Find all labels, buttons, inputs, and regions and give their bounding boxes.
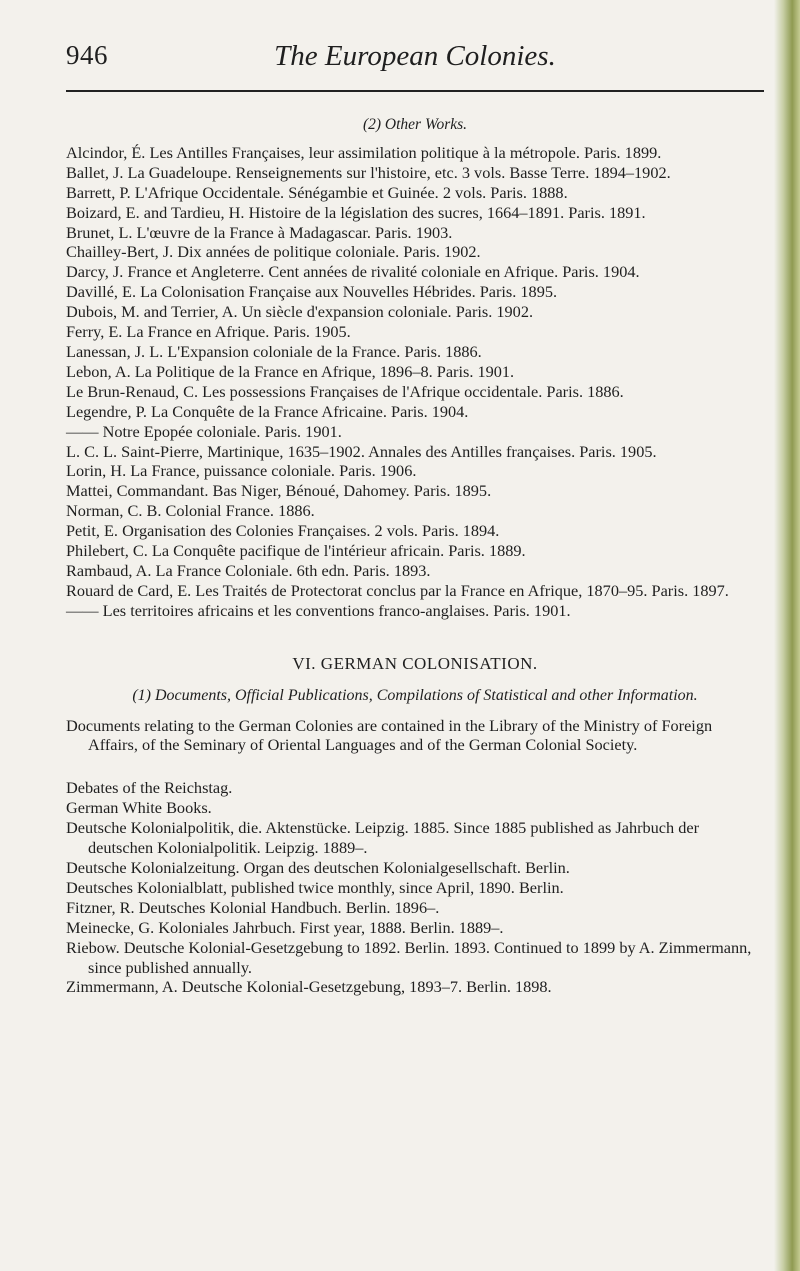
bibliography-entry: Lorin, H. La France, puissance coloniale. Paris. 1906. [66,461,417,481]
running-title: The European Colonies. [274,40,556,72]
bibliography-entry: Fitzner, R. Deutsches Kolonial Handbuch. Berlin. 1896–. [66,897,440,917]
intro-paragraph: Documents relating to the German Colonies are contained in the Library of the Ministry of Foreign Affairs, of the Seminary of Oriental Languages and of the German Colonial Society. [66,715,713,755]
bibliography-entry: German White Books. [66,798,212,818]
bibliography-entry: Le Brun-Renaud, C. Les possessions Françaises de l'Afrique occidentale. Paris. 1886. [66,381,624,401]
bibliography-entry: Ballet, J. La Guadeloupe. Renseignements sur l'histoire, etc. 3 vols. Basse Terre. 1894–1902. [66,162,671,182]
bibliography-entry: Mattei, Commandant. Bas Niger, Bénoué, Dahomey. Paris. 1895. [66,481,492,501]
bibliography-entry: —— Notre Epopée coloniale. Paris. 1901. [66,421,342,441]
bibliography-entry: Riebow. Deutsche Kolonial-Gesetzgebung to 1892. Berlin. 1893. Continued to 1899 by A. Zimmermann, since published annually. [66,937,752,977]
bibliography-entry: Legendre, P. La Conquête de la France Africaine. Paris. 1904. [66,401,469,421]
bibliography-entry: Darcy, J. France et Angleterre. Cent années de rivalité coloniale en Afrique. Paris. 1904. [66,262,640,282]
bibliography-entry: Barrett, P. L'Afrique Occidentale. Sénégambie et Guinée. 2 vols. Paris. 1888. [66,182,568,202]
bibliography-entry: Dubois, M. and Terrier, A. Un siècle d'expansion coloniale. Paris. 1902. [66,302,534,322]
bibliography-entry: Ferry, E. La France en Afrique. Paris. 1905. [66,322,351,342]
documents-subheading: (1) Documents, Official Publications, Compilations of Statistical and other Information. [132,686,698,704]
page-body [66,115,764,997]
page-edge-shadow [774,0,800,1271]
bibliography-entry: Davillé, E. La Colonisation Française aux Nouvelles Hébrides. Paris. 1895. [66,282,558,302]
bibliography-entry: Norman, C. B. Colonial France. 1886. [66,501,315,521]
bibliography-entry: L. C. L. Saint-Pierre, Martinique, 1635–1902. Annales des Antilles françaises. Paris. 1905. [66,441,657,461]
other-works-heading: (2) Other Works. [362,116,468,133]
bibliography-entry: Deutsche Kolonialpolitik, die. Aktenstücke. Leipzig. 1885. Since 1885 published as Jahrbuch der deutschen Kolonialpolitik. Leipzig. 1889–. [66,818,700,858]
bibliography-entry: Alcindor, É. Les Antilles Françaises, leur assimilation politique à la métropole. Paris. 1899. [66,142,662,162]
bibliography-entry: Meinecke, G. Koloniales Jahrbuch. First year, 1888. Berlin. 1889–. [66,917,504,937]
bibliography-entry: Deutsche Kolonialzeitung. Organ des deutschen Kolonialgesellschaft. Berlin. [66,858,570,877]
page-number: 946 [66,40,108,70]
bibliography-entry: Boizard, E. and Tardieu, H. Histoire de la législation des sucres, 1664–1891. Paris. 1891. [66,202,646,222]
bibliography-entry: Lanessan, J. L. L'Expansion coloniale de la France. Paris. 1886. [66,341,482,361]
bibliography-entry: Chailley-Bert, J. Dix années de politique coloniale. Paris. 1902. [66,242,481,262]
bibliography-entry: —— Les territoires africains et les conventions franco-anglaises. Paris. 1901. [66,600,571,620]
bibliography-entry: Lebon, A. La Politique de la France en Afrique, 1896–8. Paris. 1901. [66,361,515,381]
bibliography-entry: Rouard de Card, E. Les Traités de Protectorat conclus par la France en Afrique, 1870–95. Paris. 1897. [66,580,729,600]
bibliography-entry: Philebert, C. La Conquête pacifique de l'intérieur africain. Paris. 1889. [66,541,526,561]
bibliography-entry: Debates of the Reichstag. [66,778,233,798]
bibliography-entry: Brunet, L. L'œuvre de la France à Madagascar. Paris. 1903. [66,222,453,242]
page-header [66,40,764,92]
bibliography-entry: Zimmermann, A. Deutsche Kolonial-Gesetzgebung, 1893–7. Berlin. 1898. [66,977,552,997]
german-bibliography-list [66,778,764,997]
bibliography-entry: Petit, E. Organisation des Colonies Françaises. 2 vols. Paris. 1894. [66,521,500,541]
bibliography-entry: Deutsches Kolonialblatt, published twice monthly, since April, 1890. Berlin. [66,877,564,897]
french-bibliography-list [66,143,764,621]
bibliography-entry: Rambaud, A. La France Coloniale. 6th edn. Paris. 1893. [66,560,431,580]
section-heading-german-colonisation: VI. GERMAN COLONISATION. [292,653,538,673]
